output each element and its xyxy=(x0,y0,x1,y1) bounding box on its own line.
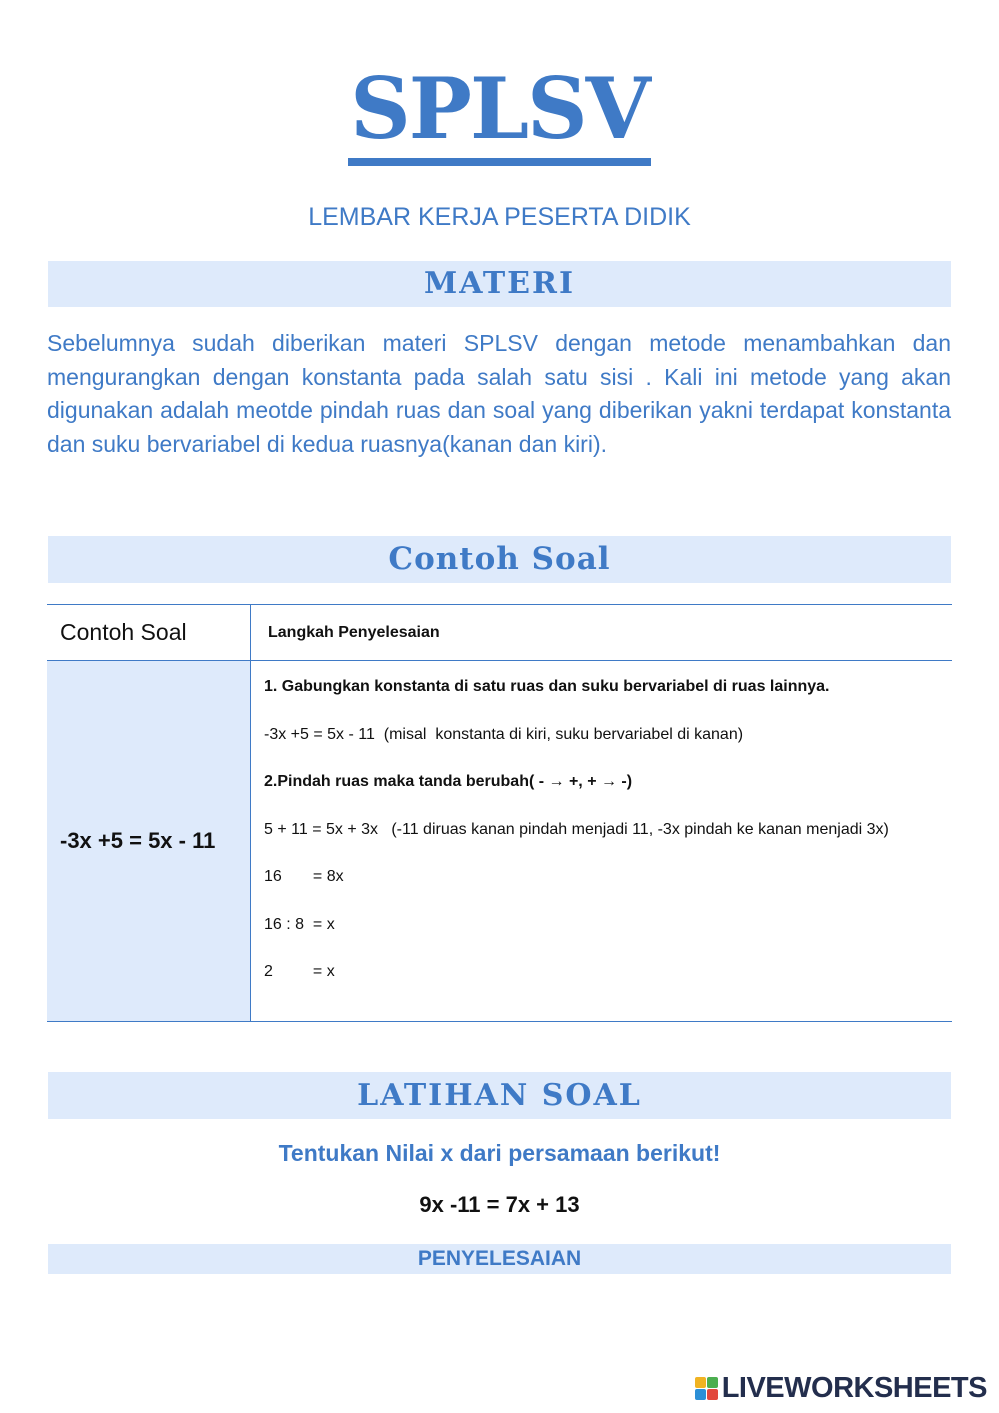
logo-square xyxy=(707,1389,718,1400)
example-table xyxy=(47,604,952,1022)
latihan-soal-heading: LATIHAN SOAL xyxy=(48,1072,951,1119)
step-line: -3x +5 = 5x - 11 (misal konstanta di kiri, suku bervariabel di kanan) xyxy=(264,725,744,743)
table-header-row xyxy=(47,605,952,661)
logo-square xyxy=(695,1377,706,1388)
logo-square xyxy=(695,1389,706,1400)
materi-paragraph: Sebelumnya sudah diberikan materi SPLSV dengan metode menambahkan dan mengurangkan dengan konstanta pada salah satu sisi . Kali ini metode yang akan digunakan adalah meotde pindah ruas dan soal yang diberikan yakni terdapat konstanta dan suku bervariabel di kedua ruasnya(kanan dan kiri). xyxy=(47,330,951,457)
step-line: 2 = x xyxy=(264,963,335,980)
solution-steps xyxy=(251,661,953,1022)
worksheet-subtitle: LEMBAR KERJA PESERTA DIDIK xyxy=(308,203,691,231)
step-line: 16 = 8x xyxy=(264,868,344,885)
step-line: 2.Pindah ruas maka tanda berubah( - → +, + → -) xyxy=(264,773,633,790)
table-header-right: Langkah Penyelesaian xyxy=(251,605,953,661)
penyelesaian-heading: PENYELESAIAN xyxy=(48,1244,951,1274)
step-line: 16 : 8 = x xyxy=(264,915,335,933)
brand-name: LIVEWORKSHEETS xyxy=(721,1371,987,1404)
step-line: 1. Gabungkan konstanta di satu ruas dan suku bervariabel di ruas lainnya. xyxy=(264,678,830,695)
exercise-equation: 9x -11 = 7x + 13 xyxy=(419,1192,580,1217)
step-line: 5 + 11 = 5x + 3x (-11 diruas kanan pindah menjadi 11, -3x pindah ke kanan menjadi 3x) xyxy=(264,820,889,838)
liveworksheets-brand xyxy=(695,1372,987,1404)
worksheet-title: SPLSV xyxy=(0,55,999,163)
table-header-left: Contoh Soal xyxy=(47,605,251,661)
table-row xyxy=(47,661,952,1022)
exercise-instruction: Tentukan Nilai x dari persamaan berikut! xyxy=(278,1140,721,1166)
contoh-soal-heading: Contoh Soal xyxy=(48,536,951,583)
logo-square xyxy=(707,1377,718,1388)
liveworksheets-logo-icon xyxy=(695,1377,718,1400)
example-equation: -3x +5 = 5x - 11 xyxy=(47,661,251,1022)
materi-heading: MATERI xyxy=(48,261,951,307)
